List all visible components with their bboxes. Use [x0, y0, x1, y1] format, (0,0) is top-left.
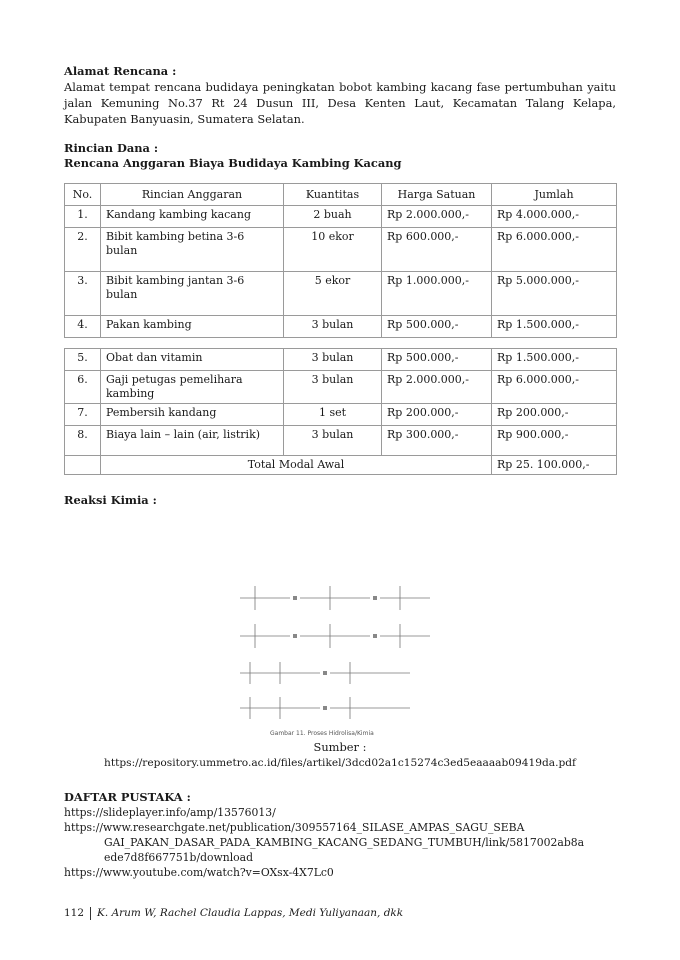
- footer-authors: K. Arum W, Rachel Claudia Lappas, Medi Yuliyanaan, dkk: [97, 907, 404, 919]
- row-no: 2.: [65, 228, 101, 272]
- row-price: Rp 2.000.000,-: [382, 206, 492, 228]
- col-header-item: Rincian Anggaran: [101, 184, 284, 206]
- col-header-qty: Kuantitas: [284, 184, 382, 206]
- row-no: 5.: [65, 349, 101, 371]
- row-no: 6.: [65, 371, 101, 404]
- row-total: Rp 200.000,-: [492, 404, 617, 426]
- col-header-total: Jumlah: [492, 184, 617, 206]
- row-item: Pembersih kandang: [101, 404, 284, 426]
- row-no: 1.: [65, 206, 101, 228]
- page-number: 112: [64, 907, 85, 919]
- row-total: Rp 1.500.000,-: [492, 349, 617, 371]
- table-row: [65, 228, 617, 272]
- budget-subheading: Rencana Anggaran Biaya Budidaya Kambing Kacang: [64, 156, 402, 170]
- row-price: Rp 300.000,-: [382, 426, 492, 456]
- table-row: [65, 316, 617, 338]
- reference-item[interactable]: https://www.researchgate.net/publication/309557164_SILASE_AMPAS_SAGU_SEBA: [64, 821, 525, 834]
- row-price: Rp 600.000,-: [382, 228, 492, 272]
- page-footer: [64, 906, 403, 920]
- page-content: [64, 64, 616, 508]
- row-total: Rp 1.500.000,-: [492, 316, 617, 338]
- row-qty: 3 bulan: [284, 371, 382, 404]
- address-heading: Alamat Rencana :: [64, 64, 177, 78]
- row-total: Rp 6.000.000,-: [492, 228, 617, 272]
- source-url[interactable]: https://repository.ummetro.ac.id/files/artikel/3dcd02a1c15274c3ed5eaaaab09419da.pdf: [104, 757, 576, 769]
- table-row: [65, 349, 617, 371]
- total-row: [65, 456, 617, 475]
- reference-item-continued[interactable]: GAI_PAKAN_DASAR_PADA_KAMBING_KACANG_SEDANG_TUMBUH/link/5817002ab8a ede7d8f667751b/download: [104, 836, 585, 864]
- row-no: 8.: [65, 426, 101, 456]
- row-price: Rp 500.000,-: [382, 316, 492, 338]
- col-header-no: No.: [65, 184, 101, 206]
- references: [64, 790, 624, 880]
- row-no: 4.: [65, 316, 101, 338]
- row-price: Rp 200.000,-: [382, 404, 492, 426]
- row-price: Rp 2.000.000,-: [382, 371, 492, 404]
- reference-item[interactable]: https://www.youtube.com/watch?v=OXsx-4X7Lc0: [64, 866, 334, 879]
- reaction-diagram: [230, 578, 440, 728]
- table-row: [65, 272, 617, 316]
- table-row: [65, 426, 617, 456]
- reaction-heading: Reaksi Kimia :: [64, 493, 157, 507]
- row-price: Rp 500.000,-: [382, 349, 492, 371]
- row-qty: 10 ekor: [284, 228, 382, 272]
- row-qty: 3 bulan: [284, 349, 382, 371]
- row-item: Gaji petugas pemelihara kambing: [101, 371, 284, 404]
- row-total: Rp 4.000.000,-: [492, 206, 617, 228]
- row-item: Bibit kambing betina 3-6 bulan: [101, 228, 284, 272]
- reference-item[interactable]: https://slideplayer.info/amp/13576013/: [64, 806, 276, 819]
- row-item: Kandang kambing kacang: [101, 206, 284, 228]
- budget-table-continued: [64, 348, 617, 475]
- source-label: Sumber :: [313, 740, 367, 754]
- row-qty: 3 bulan: [284, 316, 382, 338]
- references-heading: DAFTAR PUSTAKA :: [64, 790, 191, 804]
- address-text: Alamat tempat rencana budidaya peningkatan bobot kambing kacang fase pertumbuhan yaitu jalan Kemuning No.37 Rt 24 Dusun III, Desa Kenten Laut, Kecamatan Talang Kelapa, Kabupaten Banyuasin, Sumatera Selatan.: [64, 80, 616, 126]
- row-qty: 3 bulan: [284, 426, 382, 456]
- row-item: Obat dan vitamin: [101, 349, 284, 371]
- table-row: [65, 206, 617, 228]
- budget-table: [64, 183, 617, 338]
- row-qty: 1 set: [284, 404, 382, 426]
- total-value: Rp 25. 100.000,-: [492, 456, 617, 475]
- footer-divider: [90, 907, 91, 920]
- row-total: Rp 6.000.000,-: [492, 371, 617, 404]
- col-header-price: Harga Satuan: [382, 184, 492, 206]
- budget-heading: Rincian Dana :: [64, 141, 159, 155]
- row-item: Pakan kambing: [101, 316, 284, 338]
- row-total: Rp 900.000,-: [492, 426, 617, 456]
- row-item: Biaya lain – lain (air, listrik): [101, 426, 284, 456]
- table-row: [65, 371, 617, 404]
- total-label: Total Modal Awal: [101, 456, 492, 475]
- row-price: Rp 1.000.000,-: [382, 272, 492, 316]
- table-row: [65, 404, 617, 426]
- table-header-row: [65, 184, 617, 206]
- row-qty: 5 ekor: [284, 272, 382, 316]
- row-no: 3.: [65, 272, 101, 316]
- row-total: Rp 5.000.000,-: [492, 272, 617, 316]
- row-item: Bibit kambing jantan 3-6 bulan: [101, 272, 284, 316]
- row-qty: 2 buah: [284, 206, 382, 228]
- reaction-caption: Gambar 11. Proses Hidrolisa/Kimia: [270, 730, 374, 737]
- row-no: 7.: [65, 404, 101, 426]
